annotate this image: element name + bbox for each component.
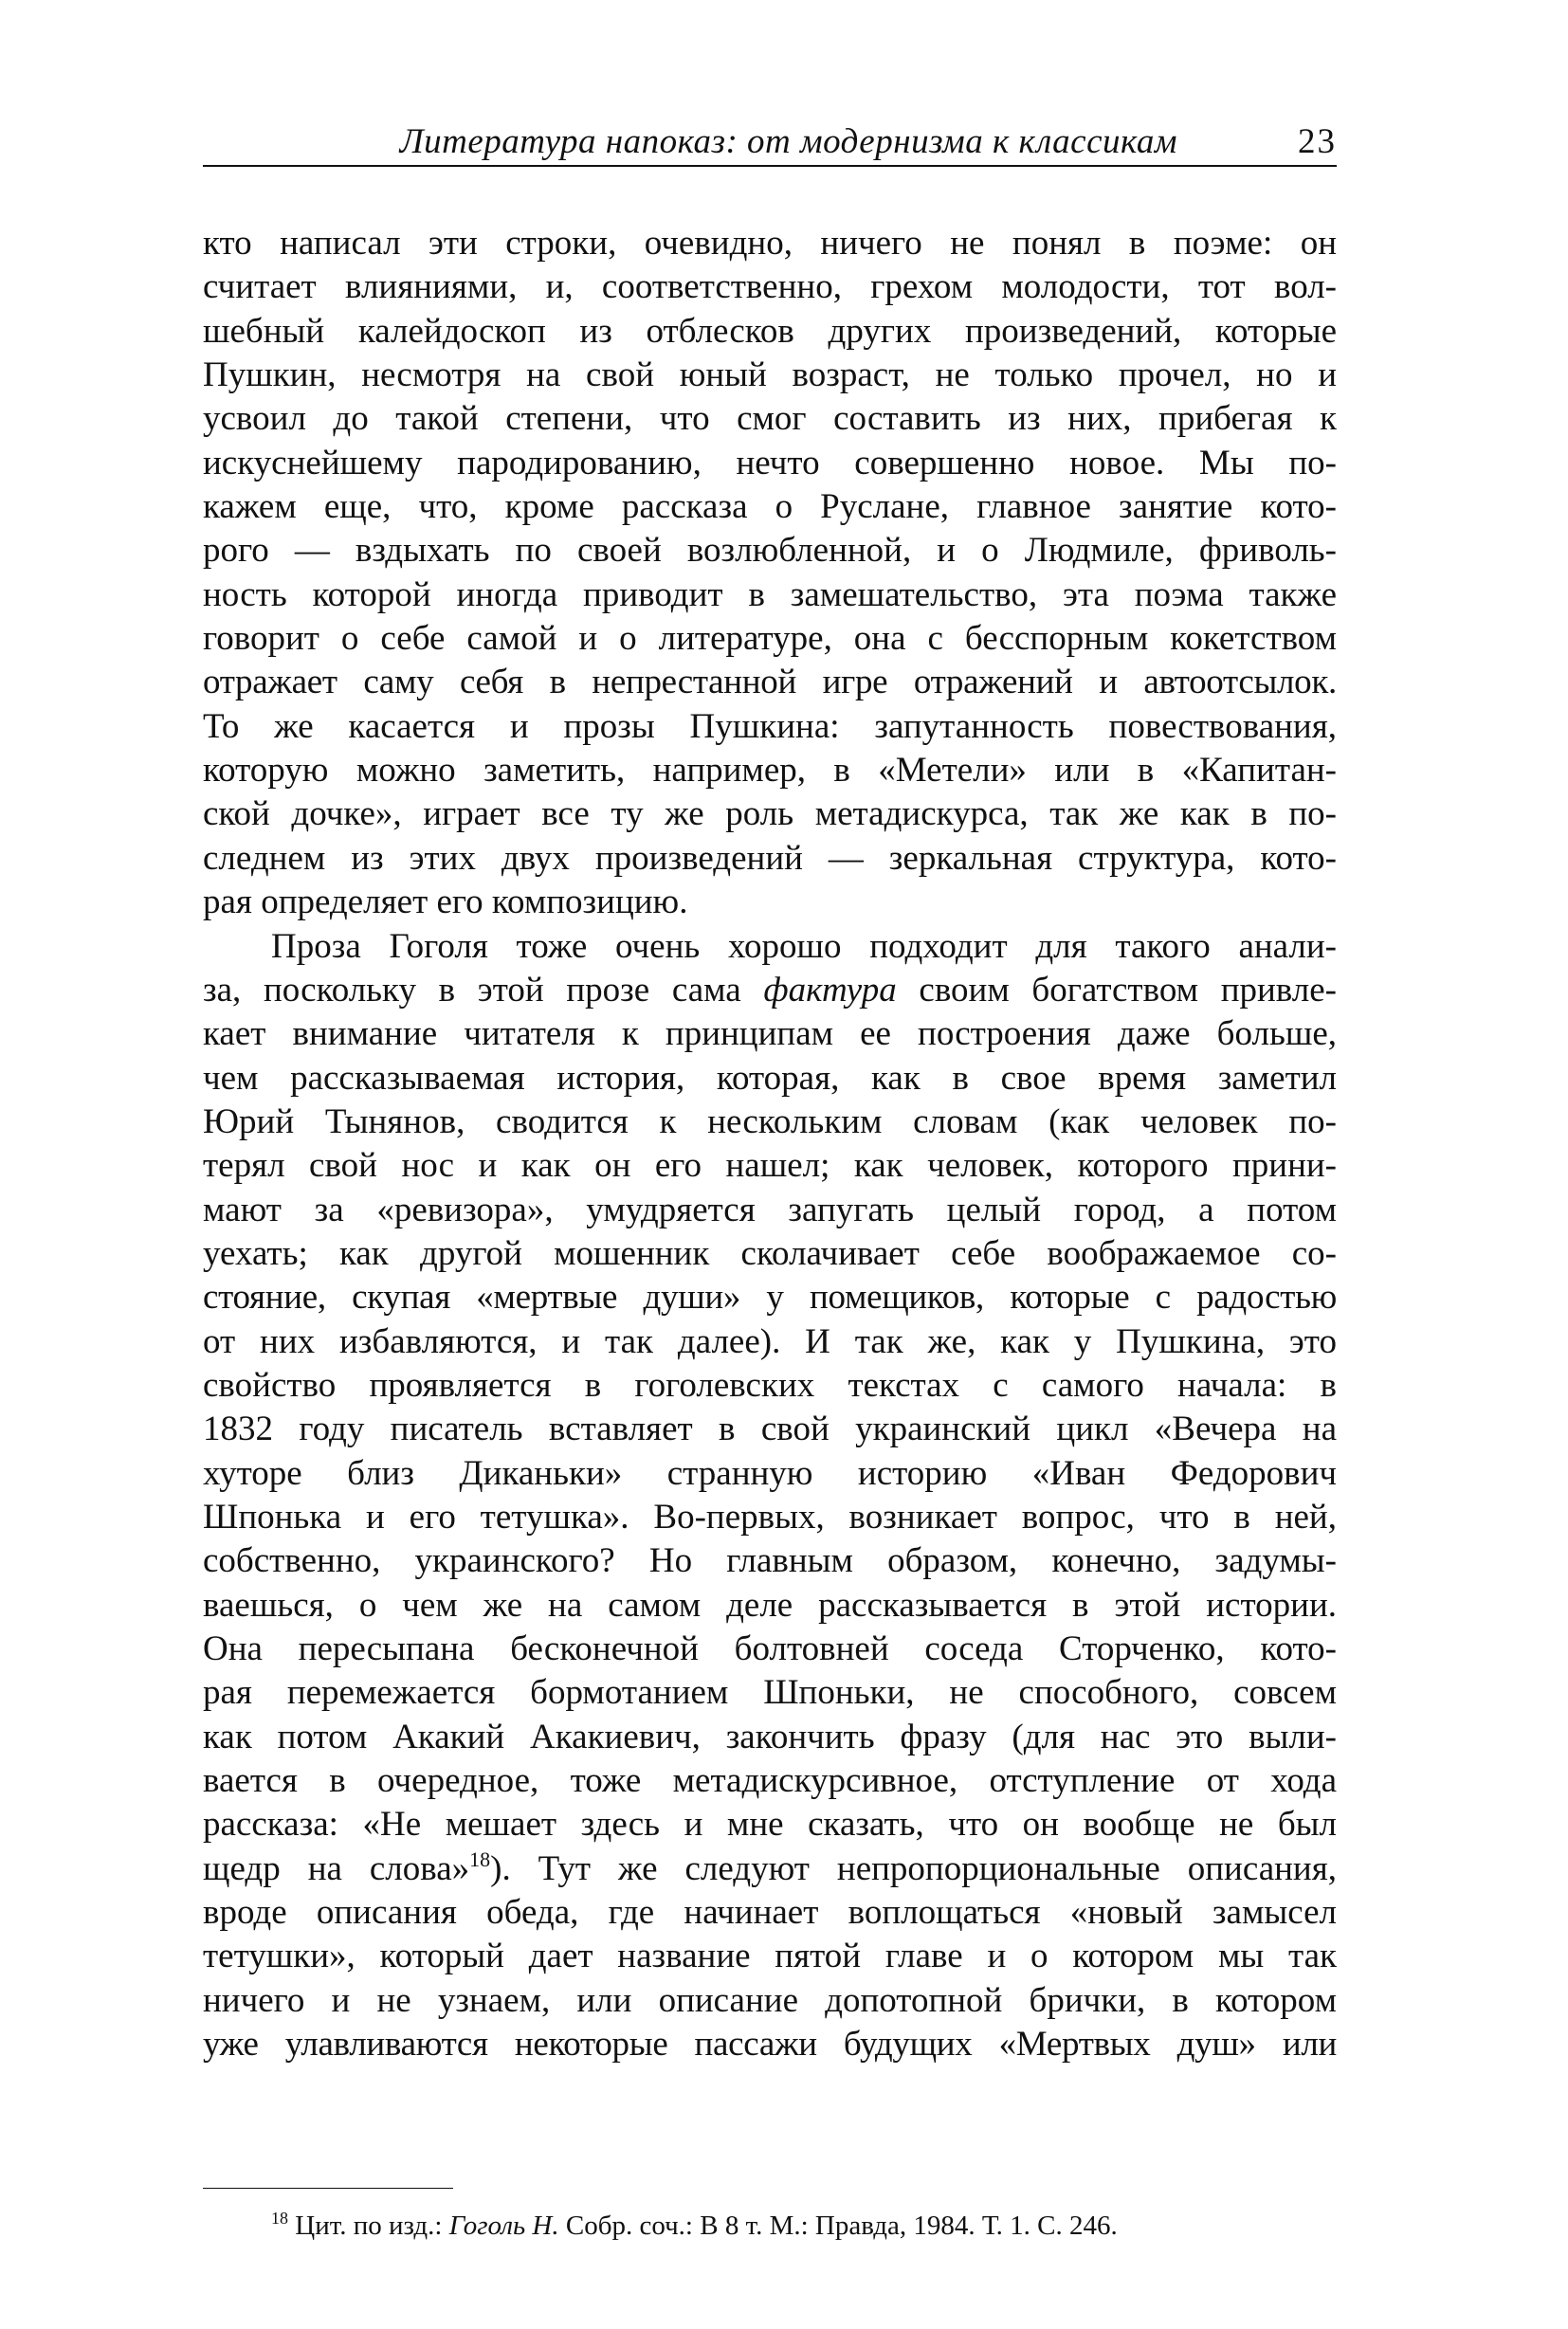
- text-line: ской дочке», играет все ту же роль метадискурса, так же как в по-: [203, 794, 1337, 834]
- text-line: кто написал эти строки, очевидно, ничего не понял в поэме: он: [203, 224, 1337, 263]
- text-line: Пушкин, несмотря на свой юный возраст, не только прочел, но и: [203, 355, 1337, 395]
- text-line: терял свой нос и как он его нашел; как человек, которого прини-: [203, 1146, 1337, 1186]
- text-line: рассказа: «Не мешает здесь и мне сказать, что он вообще не был: [203, 1805, 1337, 1845]
- footnote-ref: 18: [469, 1847, 491, 1871]
- text-line: свойство проявляется в гоголевских текстах с самого начала: в: [203, 1365, 1337, 1405]
- page-number: 23: [1298, 122, 1337, 161]
- text-line: вается в очередное, тоже метадискурсивное, отступление от хода: [203, 1761, 1337, 1801]
- text-line: уже улавливаются некоторые пассажи будущих «Мертвых душ» или: [203, 2025, 1337, 2065]
- text-line: кажем еще, что, кроме рассказа о Руслане, главное занятие кото-: [203, 487, 1337, 527]
- text-line: тетушки», который дает название пятой главе и о котором мы так: [203, 1937, 1337, 1976]
- footnote: $^{18}$ Цит. по изд.: Гоголь Н. Собр. соч.: В 8 т. М.: Правда, 1984. Т. 1. С. 246.: [271, 2209, 1118, 2241]
- text-line: стояние, скупая «мертвые души» у помещиков, которые с радостью: [203, 1278, 1337, 1318]
- text-line: вроде описания обеда, где начинает воплощаться «новый замысел: [203, 1893, 1337, 1933]
- text-line: считает влияниями, и, соответственно, грехом молодости, тот вол-: [203, 267, 1337, 307]
- running-title: Литература напоказ: от модернизма к классикам: [399, 122, 1177, 161]
- text-line: усвоил до такой степени, что смог составить из них, прибегая к: [203, 399, 1337, 439]
- body-text: [203, 222, 1337, 2066]
- text-line: уехать; как другой мошенник сколачивает себе воображаемое со-: [203, 1233, 1337, 1273]
- text-line: Юрий Тынянов, сводится к нескольким словам (как человек по-: [203, 1101, 1337, 1141]
- text-line: ность которой иногда приводит в замешательство, эта поэма также: [203, 574, 1337, 614]
- text-line: кает внимание читателя к принципам ее построения даже больше,: [203, 1014, 1337, 1054]
- text-line: шебный калейдоскоп из отблесков других произведений, которые: [203, 311, 1337, 351]
- text-line: говорит о себе самой и о литературе, она с бесспорным кокетством: [203, 619, 1337, 659]
- footnote-author: Гоголь Н.: [448, 2211, 559, 2241]
- text-line: которую можно заметить, например, в «Метели» или в «Капитан-: [203, 751, 1337, 791]
- footnote-divider: [203, 2188, 453, 2189]
- text-line: рая перемежается бормотанием Шпоньки, не способного, совсем: [203, 1673, 1337, 1713]
- text-line: ничего и не узнаем, или описание допотопной брички, в котором: [203, 1980, 1337, 2020]
- text-line: 1832 году писатель вставляет в свой украинский цикл «Вечера на: [203, 1410, 1337, 1449]
- text-line: Шпонька и его тетушка». Во-первых, возникает вопрос, что в ней,: [203, 1497, 1337, 1537]
- text-line: Она пересыпана бесконечной болтовней соседа Сторченко, кото-: [203, 1629, 1337, 1668]
- text-line: искуснейшему пародированию, нечто совершенно новое. Мы по-: [203, 443, 1337, 482]
- text-line: от них избавляются, и так далее). И так же, как у Пушкина, это: [203, 1321, 1337, 1361]
- paragraph-first-line: Проза Гоголя тоже очень хорошо подходит для такого анали-: [271, 926, 1337, 966]
- text-line: следнем из этих двух произведений — зеркальная структура, кото-: [203, 838, 1337, 878]
- text-line: ваешься, о чем же на самом деле рассказывается в этой истории.: [203, 1585, 1337, 1625]
- text-line: мают за «ревизора», умудряется запугать целый город, а потом: [203, 1190, 1337, 1229]
- text-line: щедр на слова»$^{18}$). Тут же следуют непропорциональные описания,: [203, 1847, 1337, 1888]
- emphasis: фактура: [763, 970, 897, 1010]
- text-line: хуторе близ Диканьки» странную историю «Иван Федорович: [203, 1453, 1337, 1493]
- text-line: собственно, украинского? Но главным образом, конечно, задумы-: [203, 1541, 1337, 1581]
- running-head: [203, 121, 1337, 167]
- text-line: рая определяет его композицию.: [203, 882, 688, 922]
- text-line: отражает саму себя в непрестанной игре отражений и автоотсылок.: [203, 663, 1337, 702]
- text-line: за, поскольку в этой прозе сама фактура своим богатством привле-: [203, 970, 1337, 1010]
- text-line: как потом Акакий Акакиевич, закончить фразу (для нас это выли-: [203, 1717, 1337, 1756]
- text-line: То же касается и прозы Пушкина: запутанность повествования,: [203, 706, 1337, 746]
- text-line: чем рассказываемая история, которая, как в свое время заметил: [203, 1058, 1337, 1098]
- text-line: рого — вздыхать по своей возлюбленной, и о Людмиле, фриволь-: [203, 531, 1337, 571]
- footnote-number: 18: [271, 2209, 288, 2228]
